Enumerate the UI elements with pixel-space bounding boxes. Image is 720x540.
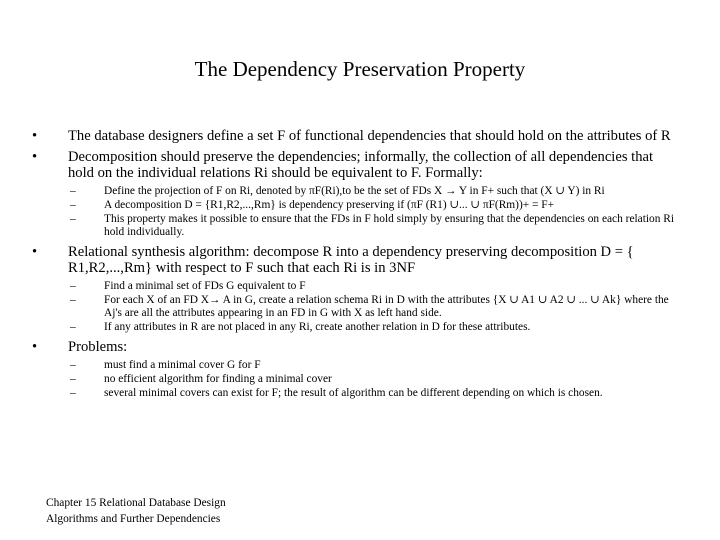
sub-bullet-marker: – xyxy=(70,294,76,306)
sub-bullet-marker: – xyxy=(70,199,76,211)
sub-bullet-item xyxy=(32,185,682,198)
bullet-marker: • xyxy=(32,149,38,165)
bullet-marker: • xyxy=(32,244,38,260)
sub-bullet-item xyxy=(32,359,682,372)
bullet-text: The database designers define a set F of functional dependencies that should hold on the attributes of R xyxy=(68,128,671,144)
bullet-item xyxy=(32,128,682,144)
sub-bullet-text: no efficient algorithm for finding a minimal cover xyxy=(104,373,332,385)
sub-bullet-marker: – xyxy=(70,387,76,399)
sub-bullet-marker: – xyxy=(70,185,76,197)
sub-bullet-marker: – xyxy=(70,280,76,292)
bullet-text: Problems: xyxy=(68,339,128,355)
bullet-item xyxy=(32,244,682,276)
sub-bullet-item xyxy=(32,213,682,239)
slide-title: The Dependency Preservation Property xyxy=(194,57,526,81)
slide-content xyxy=(32,128,682,400)
sub-bullet-item xyxy=(32,387,682,400)
sub-bullet-text: For each X of an FD X→ A in G, create a relation schema Ri in D with the attributes {X ∪ A1 ∪ A2 ∪ ... ∪ Ak} where the Aj's are all the attributes appearing in an FD in G with X as left hand side. xyxy=(104,294,669,319)
sub-bullet-marker: – xyxy=(70,321,76,333)
sub-bullet-marker: – xyxy=(70,213,76,225)
sub-bullet-item xyxy=(32,294,682,320)
sub-bullet-text: Define the projection of F on Ri, denoted by πF(Ri),to be the set of FDs X → Y in F+ such that (X ∪ Y) in Ri xyxy=(104,185,605,197)
sub-bullet-marker: – xyxy=(70,373,76,385)
sub-bullet-marker: – xyxy=(70,359,76,371)
sub-bullet-text: must find a minimal cover G for F xyxy=(104,359,261,371)
sub-bullet-item xyxy=(32,280,682,293)
sub-bullet-text: Find a minimal set of FDs G equivalent to F xyxy=(104,280,306,292)
bullet-item xyxy=(32,339,682,355)
sub-bullet-item xyxy=(32,199,682,212)
bullet-text: Relational synthesis algorithm: decompose R into a dependency preserving decomposition D = { R1,R2,...,Rm} with respect to F such that each Ri is in 3NF xyxy=(68,244,634,276)
bullet-text: Decomposition should preserve the dependencies; informally, the collection of all dependencies that hold on the individual relations Ri should be equivalent to F. Formally: xyxy=(68,149,654,181)
bullet-item xyxy=(32,149,682,181)
sub-bullet-text: If any attributes in R are not placed in any Ri, create another relation in D for these attributes. xyxy=(104,321,531,333)
sub-bullet-text: A decomposition D = {R1,R2,...,Rm} is dependency preserving if (πF (R1) ∪... ∪ πF(Rm))+ = F+ xyxy=(104,199,555,211)
bullet-marker: • xyxy=(32,339,38,355)
bullet-marker: • xyxy=(32,128,38,144)
sub-bullet-item xyxy=(32,373,682,386)
slide-footer xyxy=(46,495,226,527)
sub-bullet-text: This property makes it possible to ensure that the FDs in F hold simply by ensuring that the dependencies on each relation Ri hold individually. xyxy=(104,213,675,238)
sub-bullet-item xyxy=(32,321,682,334)
footer-line: Algorithms and Further Dependencies xyxy=(46,513,221,525)
sub-bullet-text: several minimal covers can exist for F; the result of algorithm can be different depending on which is chosen. xyxy=(104,387,603,399)
footer-line: Chapter 15 Relational Database Design xyxy=(46,497,226,509)
